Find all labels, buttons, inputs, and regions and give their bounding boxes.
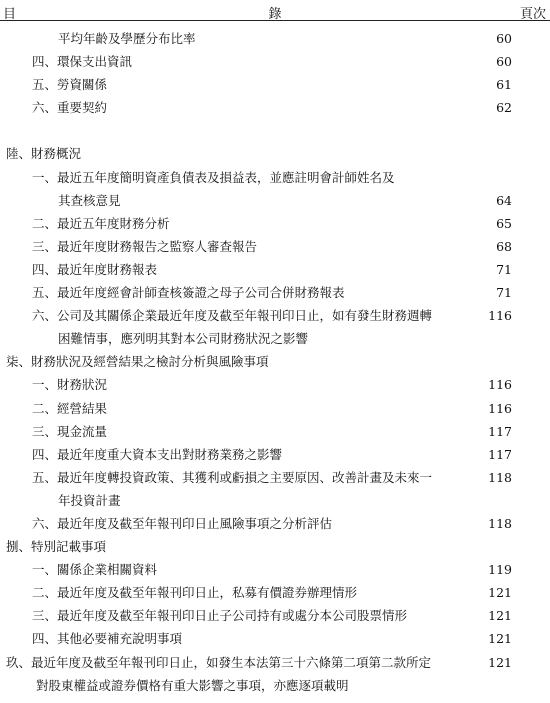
toc-section-heading[interactable]	[0, 651, 550, 674]
toc-entry-label: 三、最近年度財務報告之監察人審查報告	[32, 238, 258, 254]
toc-entry[interactable]	[0, 27, 550, 50]
toc-entry-page: 71	[496, 285, 512, 301]
toc-entry-page: 119	[488, 562, 512, 578]
toc-entry[interactable]	[0, 235, 550, 258]
toc-section-heading[interactable]	[0, 142, 550, 165]
toc-entry-page: 116	[488, 308, 512, 324]
toc-entry-page: 116	[488, 377, 512, 393]
toc-entry[interactable]	[0, 512, 550, 535]
header-title-center: 錄	[268, 7, 282, 22]
toc-entry-label: 五、勞資關係	[32, 77, 108, 93]
toc-entry-label: 三、現金流量	[32, 423, 108, 439]
toc-entry[interactable]	[0, 73, 550, 96]
toc-entry-continuation[interactable]	[0, 674, 550, 697]
toc-entry-page: 117	[488, 446, 512, 462]
toc-section-label: 玖、最近年度及截至年報刊印日止，如發生本法第三十六條第二項第二款所定	[6, 654, 432, 670]
toc-section-heading[interactable]	[0, 350, 550, 373]
toc-entry[interactable]	[0, 627, 550, 650]
toc-entry[interactable]	[0, 166, 550, 189]
toc-entry-label: 五、最近年度轉投資政策、其獲利或虧損之主要原因、改善計畫及未來一	[32, 469, 433, 485]
toc-entry-page: 64	[496, 192, 512, 208]
toc-entry[interactable]	[0, 96, 550, 119]
toc-entry-label: 一、最近五年度簡明資產負債表及損益表，並應註明會計師姓名及	[32, 169, 395, 185]
toc-entry-label: 六、公司及其關係企業最近年度及截至年報刊印日止，如有發生財務週轉	[32, 308, 433, 324]
toc-entry-page: 118	[488, 469, 512, 485]
toc-entry[interactable]	[0, 420, 550, 443]
toc-entry[interactable]	[0, 281, 550, 304]
toc-entry[interactable]	[0, 373, 550, 396]
toc-entry-page: 71	[496, 261, 512, 277]
toc-entry-label: 三、最近年度及截至年報刊印日止子公司持有或處分本公司股票情形	[32, 608, 408, 624]
toc-section-label: 柒、財務狀況及經營結果之檢討分析與風險事項	[6, 354, 269, 370]
toc-entry-page: 60	[496, 54, 512, 70]
toc-entry[interactable]	[0, 397, 550, 420]
toc-entry-page: 121	[488, 608, 512, 624]
toc-entry-page: 65	[496, 215, 512, 231]
toc-entry-label: 一、財務狀況	[32, 377, 108, 393]
toc-entry-page: 118	[488, 515, 512, 531]
toc-entry-label: 二、經營結果	[32, 400, 108, 416]
toc-header	[0, 0, 550, 22]
toc-section-heading[interactable]	[0, 535, 550, 558]
toc-entry-page: 117	[488, 423, 512, 439]
toc-entry-label: 六、重要契約	[32, 100, 108, 116]
toc-entry[interactable]	[0, 581, 550, 604]
toc-entry[interactable]	[0, 443, 550, 466]
toc-entry-label: 二、最近五年度財務分析	[32, 215, 170, 231]
toc-entry-label: 四、環保支出資訊	[32, 54, 133, 70]
toc-entry[interactable]	[0, 604, 550, 627]
toc-entry[interactable]	[0, 304, 550, 327]
toc-entry-label: 四、其他必要補充說明事項	[32, 631, 183, 647]
toc-entry-label: 困難情事，應列明其對本公司財務狀況之影響	[58, 331, 309, 347]
toc-entry-page: 62	[496, 100, 512, 116]
toc-entry[interactable]	[0, 466, 550, 489]
toc-entry-label: 四、最近年度財務報表	[32, 261, 158, 277]
toc-entry-page: 116	[488, 400, 512, 416]
header-page-column: 頁次	[519, 7, 546, 22]
toc-spacer	[0, 119, 550, 142]
table-of-contents	[0, 27, 550, 697]
toc-entry-label: 其查核意見	[58, 192, 121, 208]
toc-section-label: 捌、特別記載事項	[6, 539, 107, 555]
header-title-left: 目	[3, 7, 17, 22]
toc-entry[interactable]	[0, 558, 550, 581]
toc-entry-label: 平均年齡及學歷分布比率	[58, 31, 196, 46]
toc-entry-page: 61	[496, 77, 512, 93]
toc-entry[interactable]	[0, 50, 550, 73]
toc-entry-label: 年投資計畫	[58, 492, 121, 508]
toc-entry-label: 六、最近年度及截至年報刊印日止風險事項之分析評估	[32, 515, 333, 531]
toc-entry-label: 二、最近年度及截至年報刊印日止，私募有價證券辦理情形	[32, 585, 358, 601]
toc-entry-label: 四、最近年度重大資本支出對財務業務之影響	[32, 446, 283, 462]
toc-entry[interactable]	[0, 258, 550, 281]
toc-entry-page: 121	[488, 631, 512, 647]
toc-entry-page: 121	[488, 654, 512, 670]
toc-entry-continuation[interactable]	[0, 189, 550, 212]
header-rule	[0, 20, 550, 21]
toc-entry-page: 68	[496, 238, 512, 254]
toc-entry-continuation[interactable]	[0, 489, 550, 512]
toc-entry-continuation[interactable]	[0, 327, 550, 350]
toc-entry-label: 五、最近年度經會計師查核簽證之母子公司合併財務報表	[32, 285, 345, 301]
toc-section-label: 陸、財務概況	[6, 146, 82, 162]
toc-entry[interactable]	[0, 212, 550, 235]
toc-entry-label: 對股東權益或證券價格有重大影響之事項，亦應逐項載明	[36, 677, 349, 693]
toc-entry-page: 121	[488, 585, 512, 601]
toc-entry-page: 60	[496, 31, 512, 46]
toc-entry-label: 一、關係企業相關資料	[32, 562, 158, 578]
